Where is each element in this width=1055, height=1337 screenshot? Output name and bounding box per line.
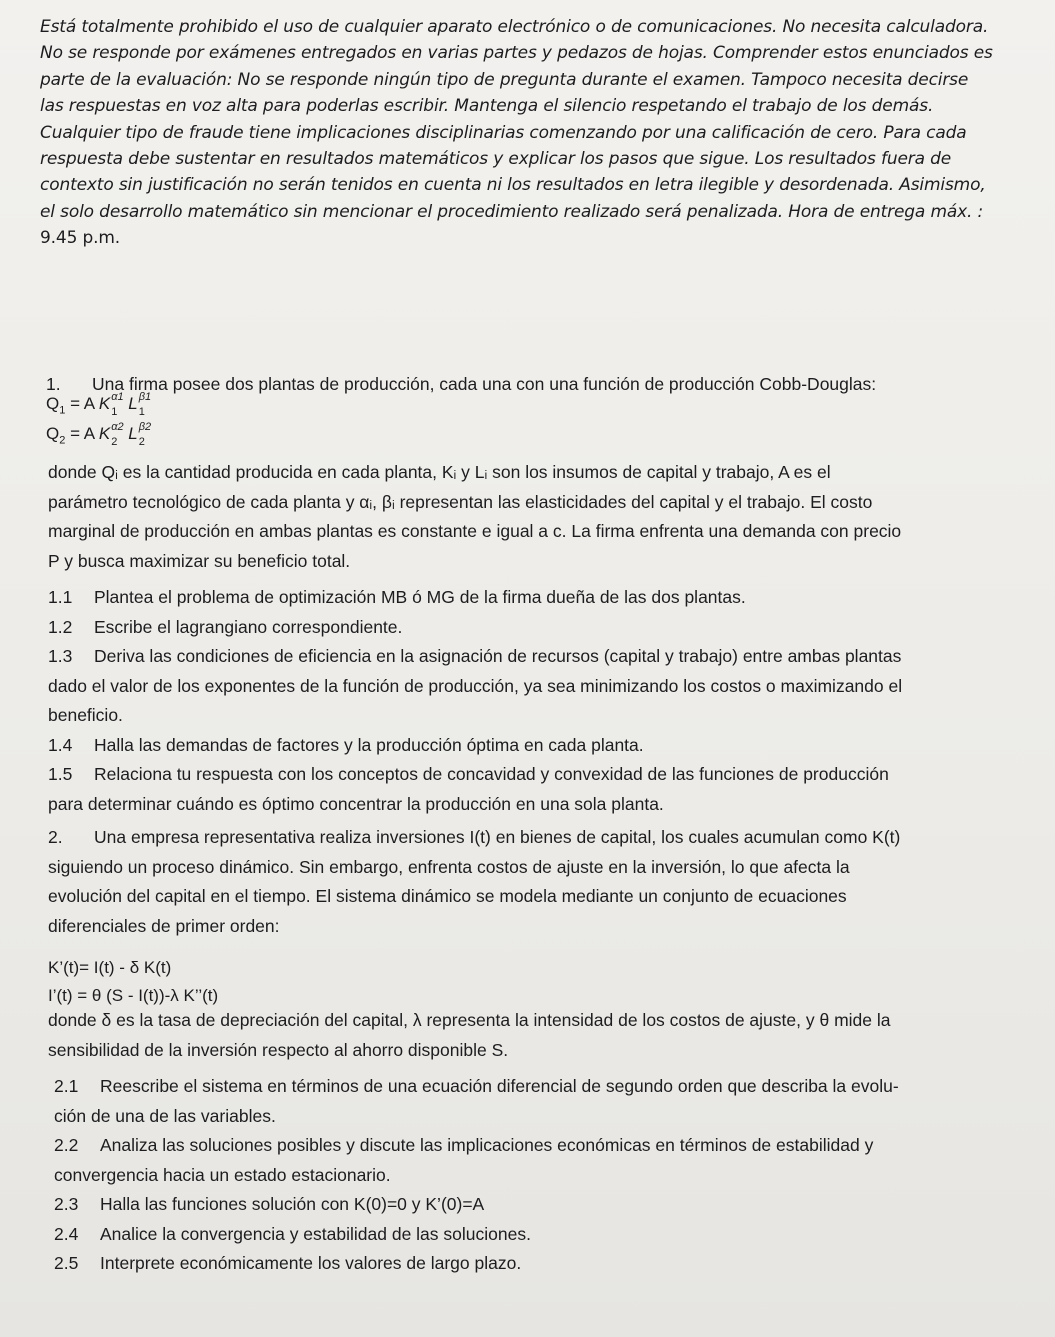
instruction-line: contexto sin justificación no serán tenidos en cuenta ni los resultados en letra ilegible y desordenada. Asimismo, [40, 175, 986, 196]
sub-question-1-5: 1.5 Relaciona tu respuesta con los conceptos de concavidad y convexidad de las funciones de producción [48, 764, 889, 784]
instruction-line: No se responde por exámenes entregados en varias partes y pedazos de hojas. Comprender estos enunciados es [40, 43, 993, 64]
sub-question-1-4: 1.4 Halla las demandas de factores y la producción óptima en cada planta. [48, 734, 644, 755]
sub-question-2-2: 2.2 Analiza las soluciones posibles y discute las implicaciones económicas en términos de estabilidad y [54, 1135, 874, 1155]
equation-investment: I’(t) = θ (S - I(t))-λ K’’(t) [48, 986, 219, 1005]
formula-q1: $Q_1 = A$ K α1 1 L β1 1 [46, 391, 152, 418]
sub-question-2-5: 2.5 Interprete económicamente los valores de largo plazo. [54, 1253, 522, 1273]
instruction-line: el solo desarrollo matemático sin mencionar el procedimiento realizado será penalizada. Hora de entrega máx. : [40, 201, 984, 222]
question-1-description: donde Qᵢ es la cantidad producida en cada planta, Kᵢ y Lᵢ son los insumos de capital y trabajo, A es el parámetro tecnológico de cada planta y αᵢ, βᵢ representan las elasticidades del capital y el trabajo. El costo marginal de producción en ambas plantas es constante e igual a c. La firma enfrenta una demanda con precio P y busca maximizar su beneficio total. [48, 462, 902, 571]
question-2-heading: 2. Una empresa representativa realiza inversiones I(t) en bienes de capital, los cuales acumulan como K(t) siguiendo un proceso dinámico. Sin embargo, enfrenta costos de ajuste en la inversión, lo que afecta la evolución del capital en el tiempo. El sistema dinámico se modela mediante un conjunto de ecuaciones diferenciales de primer orden: [48, 823, 1013, 941]
sub-question-1-1: 1.1 Plantea el problema de optimización MB ó MG de la firma dueña de las dos plantas. [48, 587, 746, 607]
instruction-line: Está totalmente prohibido el uso de cualquier aparato electrónico o de comunicaciones. No necesita calculadora. [40, 17, 989, 37]
sub-question-2-1: 2.1 Reescribe el sistema en términos de una ecuación diferencial de segundo orden que describa la evolu- [54, 1076, 899, 1096]
question-2-items: 2.1 Reescribe el sistema en términos de una ecuación diferencial de segundo orden que describa la evolu- ción de una de las variables. 2.2 Analiza las soluciones posibles y discute las implicaciones económicas en términos de estabilidad y convergencia hacia un estado estacionario. 2.3 Halla las funciones solución con K(0)=0 y K’(0)=A 2.4 Analice la convergencia y estabilidad de las soluciones. 2.5 Interprete económicamente los valores de largo plazo. [54, 1072, 1019, 1279]
equation-capital: K’(t)= I(t) - δ K(t) [48, 958, 172, 977]
instruction-line: respuesta debe sustentar en resultados matemáticos y explicar los pasos que sigue. Los resultados fuera de [40, 149, 952, 170]
sub-question-1-2: 1.2 Escribe el lagrangiano correspondiente. [48, 616, 403, 637]
instruction-line: parte de la evaluación: No se responde ningún tipo de pregunta durante el examen. Tampoco necesita decirse [40, 69, 969, 90]
question-2-description: donde δ es la tasa de depreciación del capital, λ representa la intensidad de los costos de ajuste, y θ mide la sensibilidad de la inversión respecto al ahorro disponible S. [48, 1010, 891, 1060]
sub-question-1-3: 1.3 Deriva las condiciones de eficiencia en la asignación de recursos (capital y trabajo) entre ambas plantas [48, 646, 902, 666]
question-number: 1. [46, 374, 61, 394]
instruction-line: Cualquier tipo de fraude tiene implicaciones disciplinarias comenzando por una calificación de cero. Para cada [40, 122, 967, 143]
instruction-line: las respuestas en voz alta para poderlas escribir. Mantenga el silencio respetando el trabajo de los demás. [40, 96, 934, 117]
deadline-time: 9.45 p.m. [40, 228, 121, 249]
question-1-items: 1.1 Plantea el problema de optimización MB ó MG de la firma dueña de las dos plantas. 1.2 Escribe el lagrangiano correspondiente. 1.3 Deriva las condiciones de eficiencia en la asignación de recursos (capital y trabajo) entre ambas plantas dado el valor de los exponentes de la función de producción, ya sea minimizando los costos o maximizando el beneficio. 1.4 Halla las demandas de factores y la producción óptima en cada planta. 1.5 Relaciona tu respuesta con los conceptos de concavidad y convexidad de las funciones de producción para determinar cuándo es óptimo concentrar la producción en una sola planta. [48, 583, 1013, 819]
question-1-heading [46, 370, 1011, 400]
sub-question-2-4: 2.4 Analice la convergencia y estabilidad de las soluciones. [54, 1223, 531, 1244]
question-text: Una firma posee dos plantas de producción, cada una con una función de producción Cobb-Douglas: [92, 374, 877, 394]
formula-q2: $Q_2 = A$ K α2 2 L β2 2 [46, 421, 152, 448]
question-number: 2. [48, 827, 63, 847]
sub-question-2-3: 2.3 Halla las funciones solución con K(0)=0 y K’(0)=A [54, 1194, 485, 1214]
exam-instructions [40, 14, 1025, 252]
